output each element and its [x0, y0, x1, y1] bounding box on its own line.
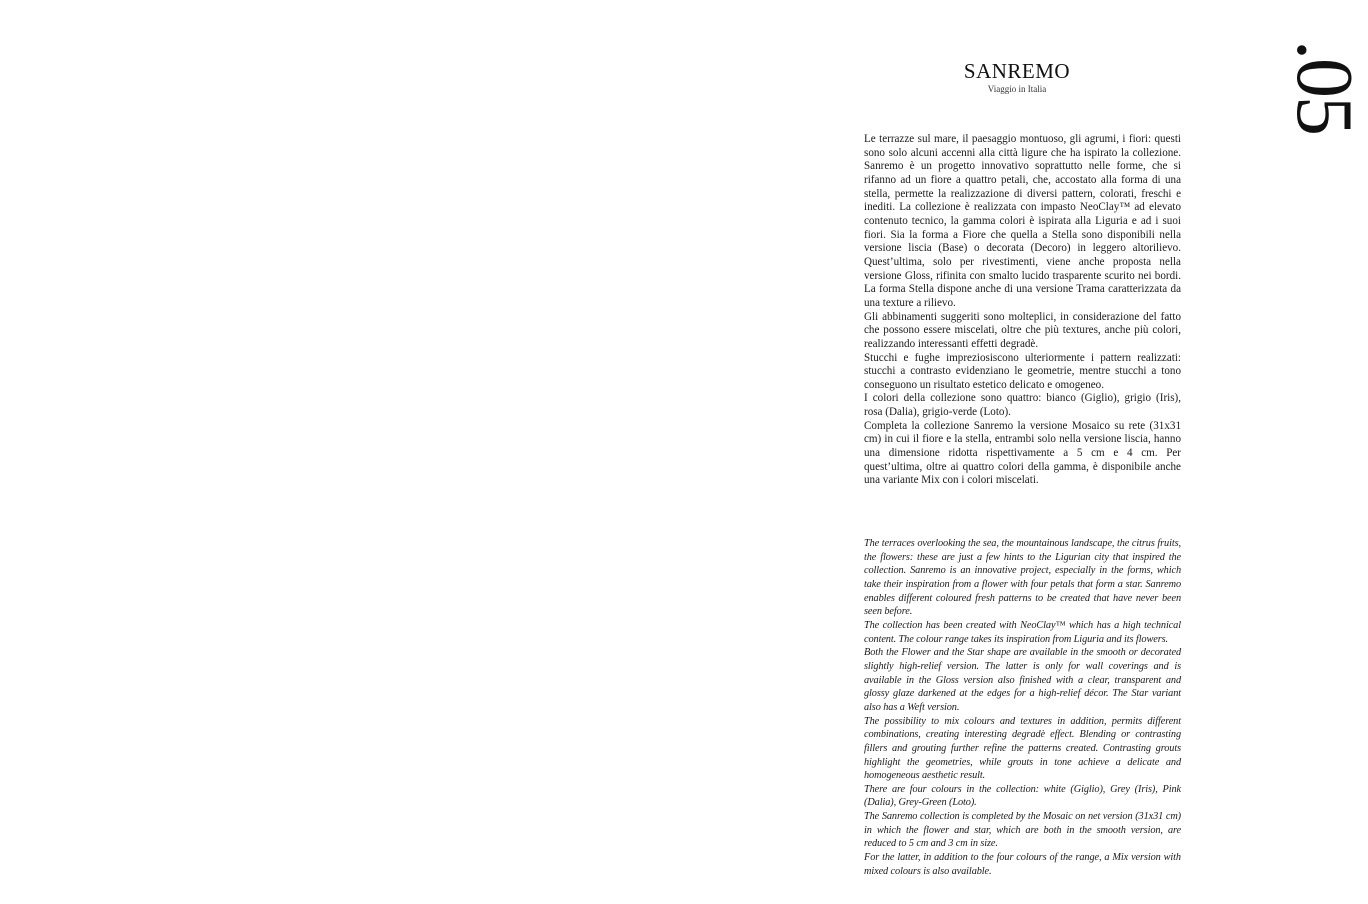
english-paragraph: The terraces overlooking the sea, the mountainous landscape, the citrus fruits, the flowers: these are just a few hints to the Ligurian city that inspired the collection. Sanremo is an innovative project, especially in the forms, which take their inspiration from a flower with four petals that form a star. Sanremo enables different coloured fresh patterns to be created that have never been seen before. — [864, 538, 1181, 618]
english-paragraph: For the latter, in addition to the four colours of the range, a Mix version with mixed colours is also available. — [864, 852, 1181, 877]
collection-title: SANREMO — [963, 59, 1071, 83]
collection-header — [917, 58, 1117, 95]
english-paragraph: Both the Flower and the Star shape are available in the smooth or decorated slightly high-relief version. The latter is only for wall coverings and is available in the Gloss version also finished with a clear, transparent and glossy glaze darkened at the edges for a high-relief décor. The Star variant also has a Weft version. — [864, 647, 1181, 713]
italian-paragraph: Gli abbinamenti suggeriti sono molteplici, in considerazione del fatto che possono essere miscelati, oltre che più textures, anche più colori, realizzando interessanti effetti degradè. — [864, 310, 1181, 350]
english-paragraph: The Sanremo collection is completed by the Mosaic on net version (31x31 cm) in which the flower and star, which are both in the smooth version, are reduced to 5 cm and 3 cm in size. — [864, 811, 1181, 850]
english-description — [864, 537, 1181, 878]
english-paragraph: The possibility to mix colours and textures in addition, permits different combinations, creating interesting degradè effect. Blending or contrasting fillers and grouting further refine the patterns created. Contrasting grouts highlight the geometries, while grouts in tone achieve a delicate and homogeneous aesthetic result. — [864, 715, 1181, 782]
page-number-text: .05 — [1280, 40, 1368, 134]
italian-paragraph: Stucchi e fughe impreziosiscono ulteriormente i pattern realizzati: stucchi a contrasto evidenziano le geometrie, mentre stucchi a tono conseguono un risultato estetico delicato e omogeneo. — [864, 351, 1181, 391]
italian-paragraph: I colori della collezione sono quattro: bianco (Giglio), grigio (Iris), rosa (Dalia), grigio-verde (Loto). — [864, 392, 1181, 419]
italian-paragraph: Le terrazze sul mare, il paesaggio montuoso, gli agrumi, i fiori: questi sono solo alcuni accenni alla città ligure che ha ispirato la collezione. Sanremo è un progetto innovativo soprattutto nelle forme, che si rifanno ad un fiore a quattro petali, che, accostato alla forma di una stella, permette la realizzazione di diversi pattern, colorati, freschi e inediti. La collezione è realizzata con impasto NeoClay™ ad elevato contenuto tecnico, la gamma colori è ispirata alla Liguria e ad i suoi fiori. Sia la forma a Fiore che quella a Stella sono disponibili nella versione liscia (Base) o decorata (Decoro) in leggero altorilievo. Quest’ultima, solo per rivestimenti, viene anche proposta nella versione Gloss, rifinita con smalto lucido trasparente scurito nei bordi. La forma Stella dispone anche di una versione Trama caratterizzata da una texture a rilievo. — [864, 133, 1181, 309]
italian-paragraph: Completa la collezione Sanremo la versione Mosaico su rete (31x31 cm) in cui il fiore e la stella, entrambi solo nella versione liscia, hanno una dimensione ridotta rispettivamente a 5 cm e 4 cm. Per quest’ultima, oltre ai quattro colori della gamma, è disponibile anche una variante Mix con i colori miscelati. — [864, 419, 1181, 487]
page-number — [1280, 40, 1368, 140]
english-paragraph: There are four colours in the collection: white (Giglio), Grey (Iris), Pink (Dalia), Grey-Green (Loto). — [864, 783, 1181, 809]
english-paragraph: The collection has been created with NeoClay™ which has a high technical content. The colour range takes its inspiration from Liguria and its flowers. — [864, 619, 1181, 645]
collection-subtitle: Viaggio in Italia — [987, 84, 1047, 94]
italian-description — [864, 133, 1181, 488]
